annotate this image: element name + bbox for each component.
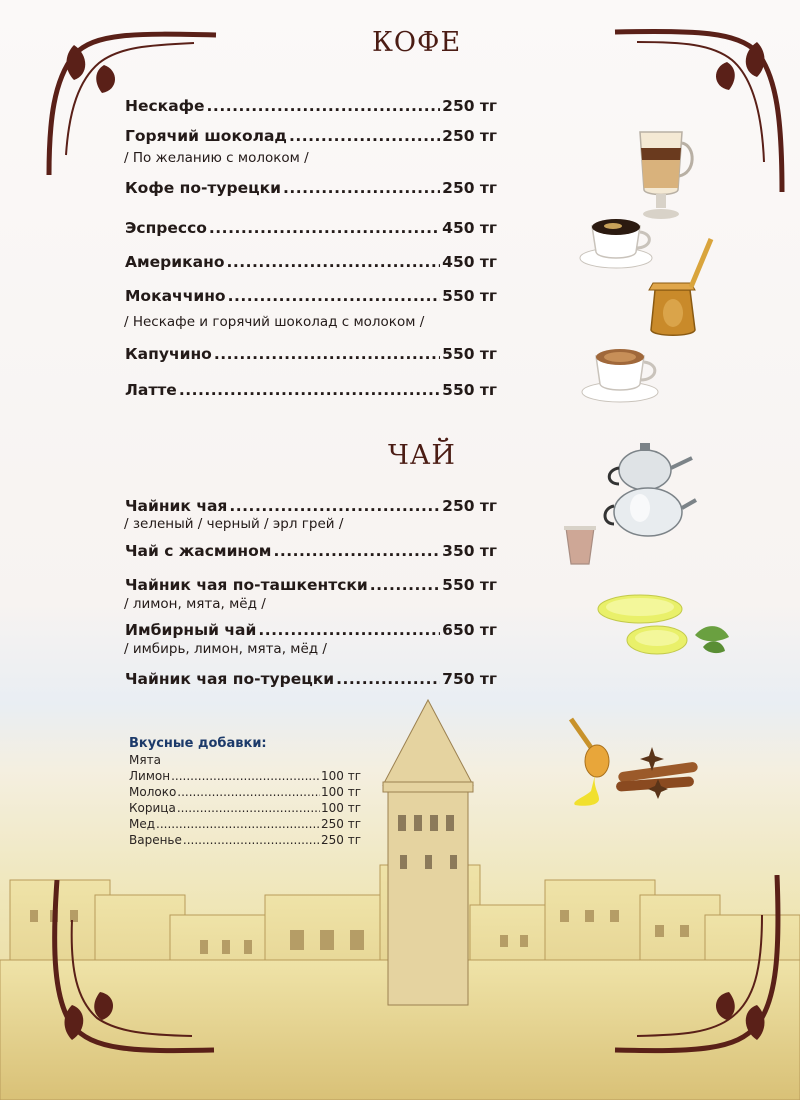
addon-name: Лимон — [129, 769, 171, 783]
menu-item-cappuccino — [125, 345, 497, 363]
addon-price: 250 тг — [320, 833, 361, 847]
menu-item-jasmine-tea — [125, 542, 497, 560]
addon-name: Молоко — [129, 785, 177, 799]
item-name: Эспрессо — [125, 219, 207, 237]
menu-item-espresso — [125, 219, 497, 237]
item-price: 250 тг — [442, 127, 497, 145]
item-name: Чайник чая — [125, 497, 228, 515]
addon-name: Мята — [129, 753, 161, 767]
corner-ornament-bottom-left-icon — [42, 880, 217, 1060]
addon-name: Варенье — [129, 833, 182, 847]
item-price: 250 тг — [442, 179, 497, 197]
item-name: Чай с жасмином — [125, 542, 272, 560]
item-note: / лимон, мята, мёд / — [124, 596, 266, 612]
addon-price: 100 тг — [320, 801, 361, 815]
addon-row — [129, 785, 361, 801]
addon-price: 100 тг — [320, 785, 361, 799]
menu-item-ginger-tea — [125, 621, 497, 639]
item-price: 550 тг — [442, 287, 497, 305]
item-name: Латте — [125, 381, 177, 399]
addon-name: Корица — [129, 801, 176, 815]
item-price: 650 тг — [442, 621, 497, 639]
item-price: 350 тг — [442, 542, 497, 560]
addon-row — [129, 817, 361, 833]
item-price: 450 тг — [442, 219, 497, 237]
item-name: Нескафе — [125, 97, 205, 115]
item-note: / имбирь, лимон, мята, мёд / — [124, 641, 327, 657]
addons-heading: Вкусные добавки: — [129, 736, 267, 751]
addon-row — [129, 769, 361, 785]
item-price: 550 тг — [442, 381, 497, 399]
addon-row — [129, 753, 361, 769]
teapot-set-icon — [600, 440, 698, 540]
menu-item-turkish-tea — [125, 670, 497, 688]
addon-row — [129, 801, 361, 817]
item-note: / зеленый / черный / эрл грей / — [124, 516, 344, 532]
item-name: Чайник чая по-ташкентски — [125, 576, 368, 594]
addon-price: 100 тг — [320, 769, 361, 783]
item-name: Мокаччино — [125, 287, 226, 305]
item-price: 550 тг — [442, 345, 497, 363]
addons-list — [129, 736, 361, 849]
item-price: 450 тг — [442, 253, 497, 271]
item-name: Капучино — [125, 345, 212, 363]
menu-item-nescafe — [125, 97, 497, 115]
turkish-coffee-pot-icon — [645, 235, 715, 340]
menu-item-mochaccino — [125, 287, 497, 305]
tea-glass-icon — [562, 524, 598, 568]
item-name: Горячий шоколад — [125, 127, 287, 145]
item-name: Кофе по-турецки — [125, 179, 281, 197]
item-name: Американо — [125, 253, 225, 271]
item-name: Имбирный чай — [125, 621, 257, 639]
item-note: / По желанию с молоком / — [124, 150, 309, 166]
item-price: 250 тг — [442, 97, 497, 115]
addon-price: 250 тг — [320, 817, 361, 831]
item-price: 250 тг — [442, 497, 497, 515]
addon-row — [129, 833, 361, 849]
item-price: 550 тг — [442, 576, 497, 594]
cappuccino-cup-icon — [580, 340, 662, 404]
menu-item-americano — [125, 253, 497, 271]
menu-item-tashkent-tea — [125, 576, 497, 594]
menu-item-tea-pot — [125, 497, 497, 515]
menu-item-latte — [125, 381, 497, 399]
item-note: / Нескафе и горячий шоколад с молоком / — [124, 314, 425, 330]
tea-section-title: ЧАЙ — [388, 440, 456, 471]
green-tea-cups-icon — [595, 585, 735, 665]
cinnamon-star-anise-icon — [610, 745, 705, 805]
item-name: Чайник чая по-турецки — [125, 670, 335, 688]
coffee-section-title: КОФЕ — [372, 27, 462, 58]
item-price: 750 тг — [442, 670, 497, 688]
corner-ornament-bottom-right-icon — [612, 875, 787, 1060]
menu-item-hot-chocolate — [125, 127, 497, 145]
addon-name: Мед — [129, 817, 156, 831]
menu-item-turkish-coffee — [125, 179, 497, 197]
